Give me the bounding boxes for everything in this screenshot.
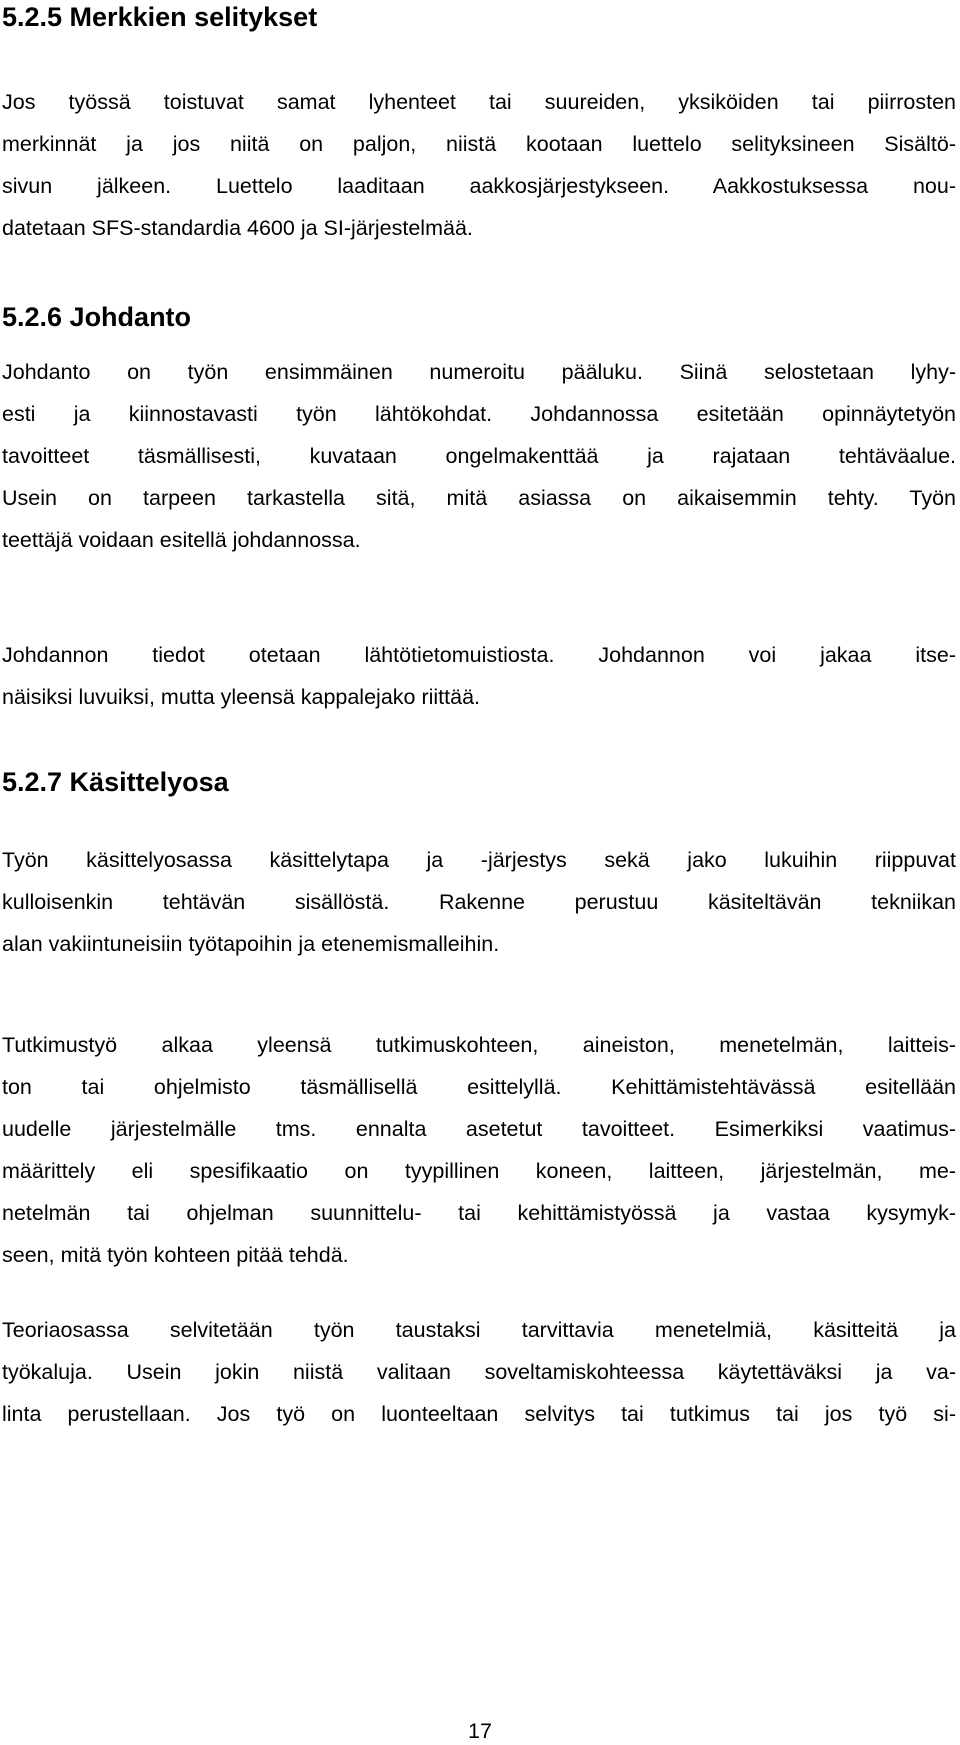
text-line: esti ja kiinnostavasti työn lähtökohdat. Johdannossa esitetään opinnäytetyön <box>2 402 956 426</box>
text-line: ton tai ohjelmisto täsmällisellä esittelyllä. Kehittämistehtävässä esitellään <box>2 1075 956 1099</box>
text-line: Johdanto on työn ensimmäinen numeroitu pääluku. Siinä selostetaan lyhy- <box>2 360 956 384</box>
text-line: merkinnät ja jos niitä on paljon, niistä kootaan luettelo selityksineen Sisältö- <box>2 132 956 156</box>
text-line: määrittely eli spesifikaatio on tyypillinen koneen, laitteen, järjestelmän, me- <box>2 1159 956 1183</box>
section-heading-5-2-6: 5.2.6 Johdanto <box>2 302 192 332</box>
text-line: näisiksi luvuiksi, mutta yleensä kappalejako riittää. <box>2 685 481 709</box>
section-heading-5-2-7: 5.2.7 Käsittelyosa <box>2 767 229 797</box>
paragraph <box>2 839 956 965</box>
paragraph <box>2 1309 956 1435</box>
text-line: netelmän tai ohjelman suunnittelu- tai kehittämistyössä ja vastaa kysymyk- <box>2 1201 956 1225</box>
text-line: Työn käsittelyosassa käsittelytapa ja -järjestys sekä jako lukuihin riippuvat <box>2 848 956 872</box>
page-number: 17 <box>468 1719 492 1743</box>
section-heading-5-2-5: 5.2.5 Merkkien selitykset <box>2 2 318 32</box>
text-line: seen, mitä työn kohteen pitää tehdä. <box>2 1243 349 1267</box>
text-line: Usein on tarpeen tarkastella sitä, mitä asiassa on aikaisemmin tehty. Työn <box>2 486 956 510</box>
text-line: Teoriaosassa selvitetään työn taustaksi tarvittavia menetelmiä, käsitteitä ja <box>2 1318 956 1342</box>
text-line: linta perustellaan. Jos työ on luonteeltaan selvitys tai tutkimus tai jos työ si- <box>2 1402 956 1426</box>
text-line: tavoitteet täsmällisesti, kuvataan ongelmakenttää ja rajataan tehtäväalue. <box>2 444 956 468</box>
text-line: datetaan SFS-standardia 4600 ja SI-järjestelmää. <box>2 216 473 240</box>
paragraph <box>2 1024 956 1276</box>
text-line: Jos työssä toistuvat samat lyhenteet tai suureiden, yksiköiden tai piirrosten <box>2 90 956 114</box>
text-line: uudelle järjestelmälle tms. ennalta asetetut tavoitteet. Esimerkiksi vaatimus- <box>2 1117 956 1141</box>
text-line: teettäjä voidaan esitellä johdannossa. <box>2 528 361 552</box>
text-line: Tutkimustyö alkaa yleensä tutkimuskohteen, aineiston, menetelmän, laitteis- <box>2 1033 956 1057</box>
paragraph <box>2 634 956 718</box>
text-line: kulloisenkin tehtävän sisällöstä. Rakenne perustuu käsiteltävän tekniikan <box>2 890 956 914</box>
paragraph <box>2 81 956 249</box>
text-line: alan vakiintuneisiin työtapoihin ja etenemismalleihin. <box>2 932 500 956</box>
text-line: Johdannon tiedot otetaan lähtötietomuistiosta. Johdannon voi jakaa itse- <box>2 643 956 667</box>
paragraph <box>2 351 956 561</box>
text-line: sivun jälkeen. Luettelo laaditaan aakkosjärjestykseen. Aakkostuksessa nou- <box>2 174 956 198</box>
text-line: työkaluja. Usein jokin niistä valitaan soveltamiskohteessa käytettäväksi ja va- <box>2 1360 956 1384</box>
